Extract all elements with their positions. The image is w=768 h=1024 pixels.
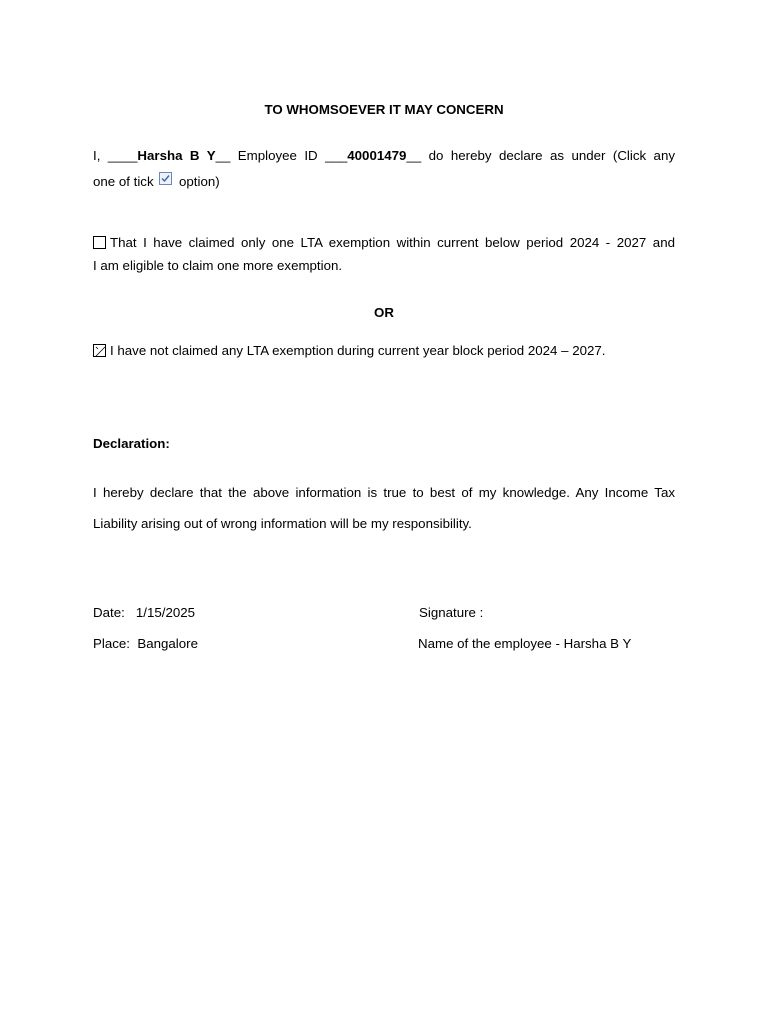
declaration-body — [93, 477, 675, 539]
checked-box-icon — [159, 172, 172, 185]
date-field — [93, 605, 195, 620]
or-separator: OR — [374, 305, 394, 320]
declaration-line-2: Liability arising out of wrong information will be my responsibility. — [93, 516, 472, 531]
place-field — [93, 636, 198, 651]
date-value: 1/15/2025 — [135, 605, 196, 620]
option-1-line-2: I am eligible to claim one more exemption. — [93, 258, 343, 273]
intro-paragraph — [93, 143, 675, 195]
declaration-heading: Declaration: — [93, 436, 170, 451]
option-1 — [93, 231, 675, 277]
date-label: Date: — [93, 605, 125, 620]
employee-name-label: Name of the employee - Harsha B Y — [418, 636, 632, 651]
employee-name: Harsha B Y — [137, 148, 216, 163]
intro-line-1: I, ____Harsha B Y__ Employee ID ___40001479__ do hereby declare as under (Click any — [93, 148, 675, 163]
option-2 — [93, 339, 675, 362]
option-2-checkbox[interactable] — [93, 344, 106, 357]
document-title: TO WHOMSOEVER IT MAY CONCERN — [264, 102, 504, 117]
employee-id: 40001479 — [347, 148, 407, 163]
declaration-line-1: I hereby declare that the above information is true to best of my knowledge. Any Income Tax — [93, 485, 675, 500]
signature-label: Signature : — [419, 605, 484, 620]
intro-line-2: one of tick option) — [93, 174, 220, 189]
place-label: Place: — [93, 636, 130, 651]
place-value: Bangalore — [137, 636, 198, 651]
option-1-line-1: That I have claimed only one LTA exemption within current below period 2024 - 2027 and — [93, 231, 675, 254]
option-1-checkbox[interactable] — [93, 236, 106, 249]
option-2-line: I have not claimed any LTA exemption during current year block period 2024 – 2027. — [93, 339, 675, 362]
